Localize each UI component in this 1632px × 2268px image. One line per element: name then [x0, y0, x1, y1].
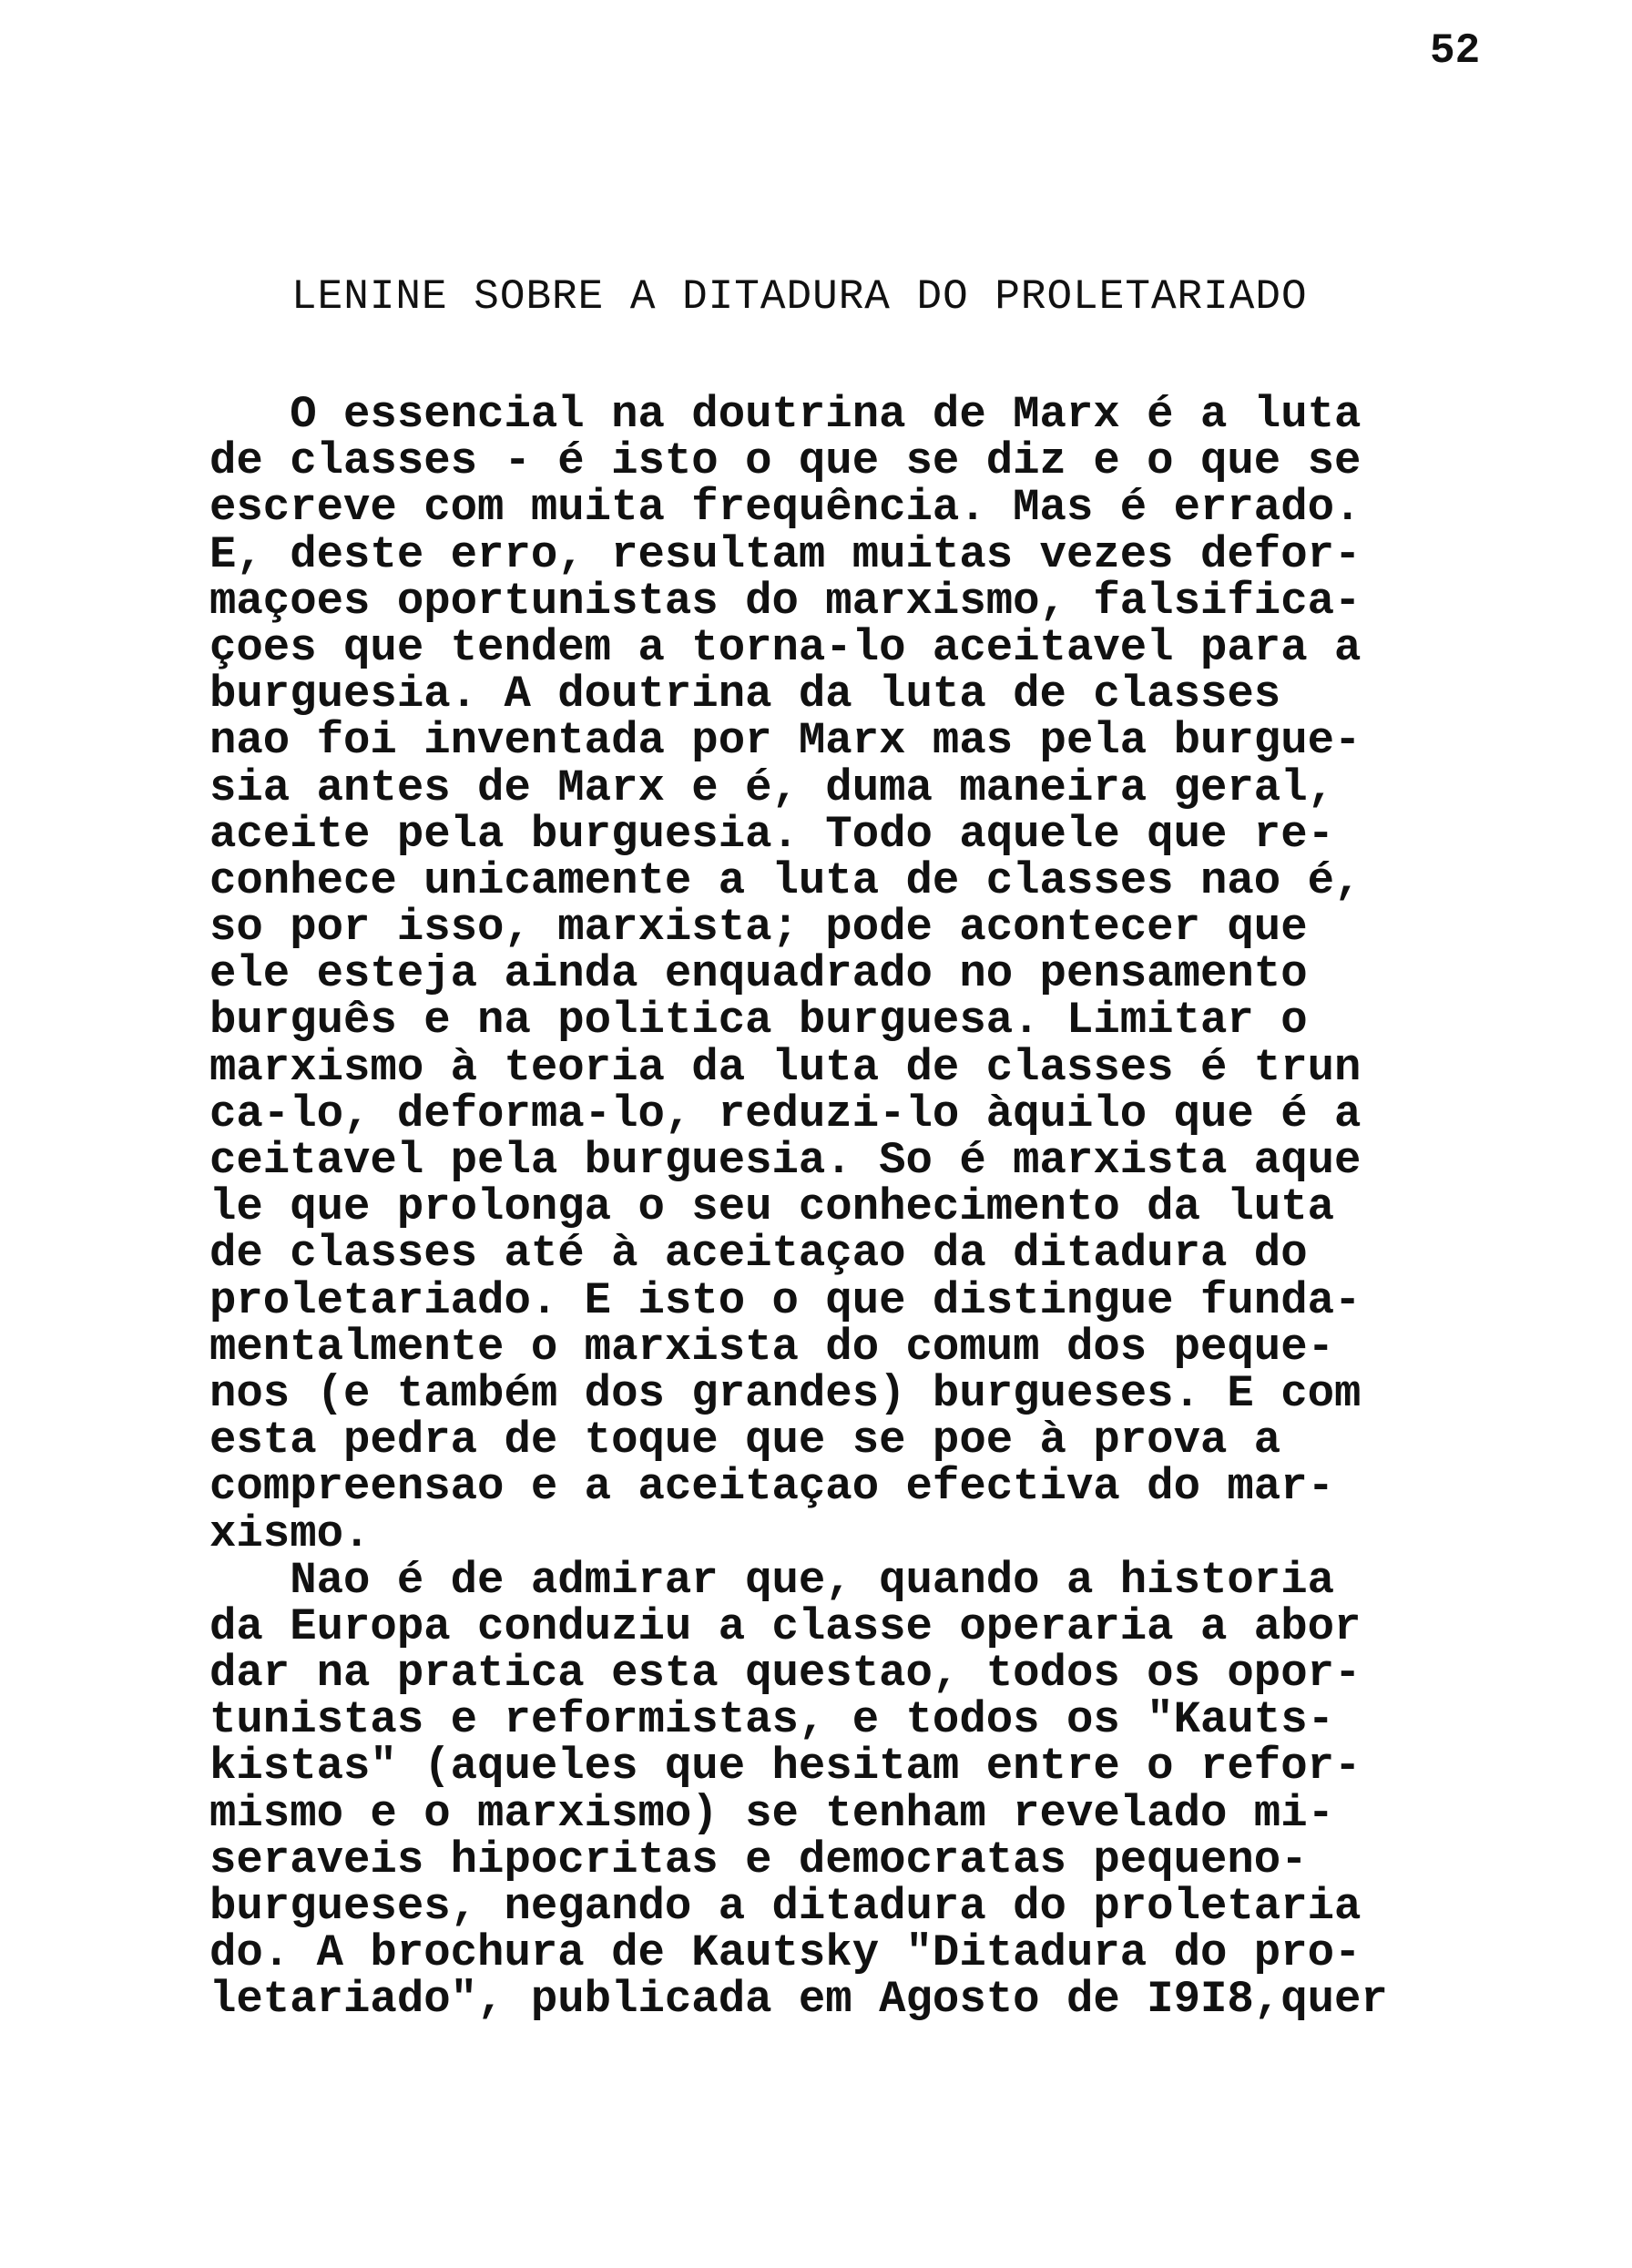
text-line: so por isso, marxista; pode acontecer que: [209, 902, 1308, 954]
text-line: de classes - é isto o que se diz e o que se: [209, 435, 1362, 487]
text-line: de classes até à aceitaçao da ditadura do: [209, 1228, 1308, 1280]
text-line: burguês e na politica burguesa. Limitar o: [209, 995, 1308, 1047]
text-line: marxismo à teoria da luta de classes é trun: [209, 1041, 1362, 1093]
text-line: E, deste erro, resultam muitas vezes defor-: [209, 528, 1362, 580]
text-line: ele esteja ainda enquadrado no pensamento: [209, 948, 1308, 1000]
text-line: burguesia. A doutrina da luta de classes: [209, 669, 1281, 720]
text-line: dar na pratica esta questao, todos os opor-: [209, 1648, 1362, 1700]
body-text: [209, 389, 1466, 2026]
text-line: letariado", publicada em Agosto de I9I8,quer: [209, 1974, 1388, 2026]
text-line: maçoes oportunistas do marxismo, falsifica-: [209, 575, 1362, 627]
text-line: da Europa conduziu a classe operaria a abor: [209, 1600, 1362, 1652]
text-line: Nao é de admirar que, quando a historia: [209, 1554, 1335, 1606]
text-line: mismo e o marxismo) se tenham revelado mi-: [209, 1787, 1335, 1839]
text-line: esta pedra de toque que se poe à prova a: [209, 1415, 1281, 1466]
text-line: nao foi inventada por Marx mas pela burgue-: [209, 715, 1362, 767]
text-line: mentalmente o marxista do comum dos peque-: [209, 1321, 1335, 1373]
text-line: nos (e também dos grandes) burgueses. E com: [209, 1367, 1362, 1419]
text-line: sia antes de Marx e é, duma maneira geral,: [209, 761, 1335, 813]
text-line: ca-lo, deforma-lo, reduzi-lo àquilo que é a: [209, 1088, 1362, 1139]
page-title: LENINE SOBRE A DITADURA DO PROLETARIADO: [291, 273, 1308, 321]
text-line: aceite pela burguesia. Todo aquele que re-: [209, 808, 1335, 860]
text-line: seraveis hipocritas e democratas pequeno-: [209, 1834, 1308, 1885]
text-line: xismo.: [209, 1507, 371, 1559]
text-line: compreensao e a aceitaçao efectiva do mar-: [209, 1461, 1335, 1513]
text-line: burgueses, negando a ditadura do proletaria: [209, 1881, 1362, 1932]
text-line: ceitavel pela burguesia. So é marxista aque: [209, 1135, 1362, 1186]
text-line: proletariado. E isto o que distingue funda-: [209, 1274, 1362, 1326]
text-line: kistas" (aqueles que hesitam entre o refor-: [209, 1741, 1362, 1793]
text-line: escreve com muita frequência. Mas é errado.: [209, 482, 1362, 534]
text-line: conhece unicamente a luta de classes nao é,: [209, 854, 1362, 906]
text-line: do. A brochura de Kautsky "Ditadura do pro-: [209, 1927, 1362, 1979]
text-line: çoes que tendem a torna-lo aceitavel para a: [209, 621, 1362, 673]
text-line: le que prolonga o seu conhecimento da luta: [209, 1181, 1335, 1233]
text-line: O essencial na doutrina de Marx é a luta: [209, 389, 1362, 440]
text-line: tunistas e reformistas, e todos os "Kauts-: [209, 1694, 1335, 1746]
page-number: 52: [1430, 27, 1481, 75]
